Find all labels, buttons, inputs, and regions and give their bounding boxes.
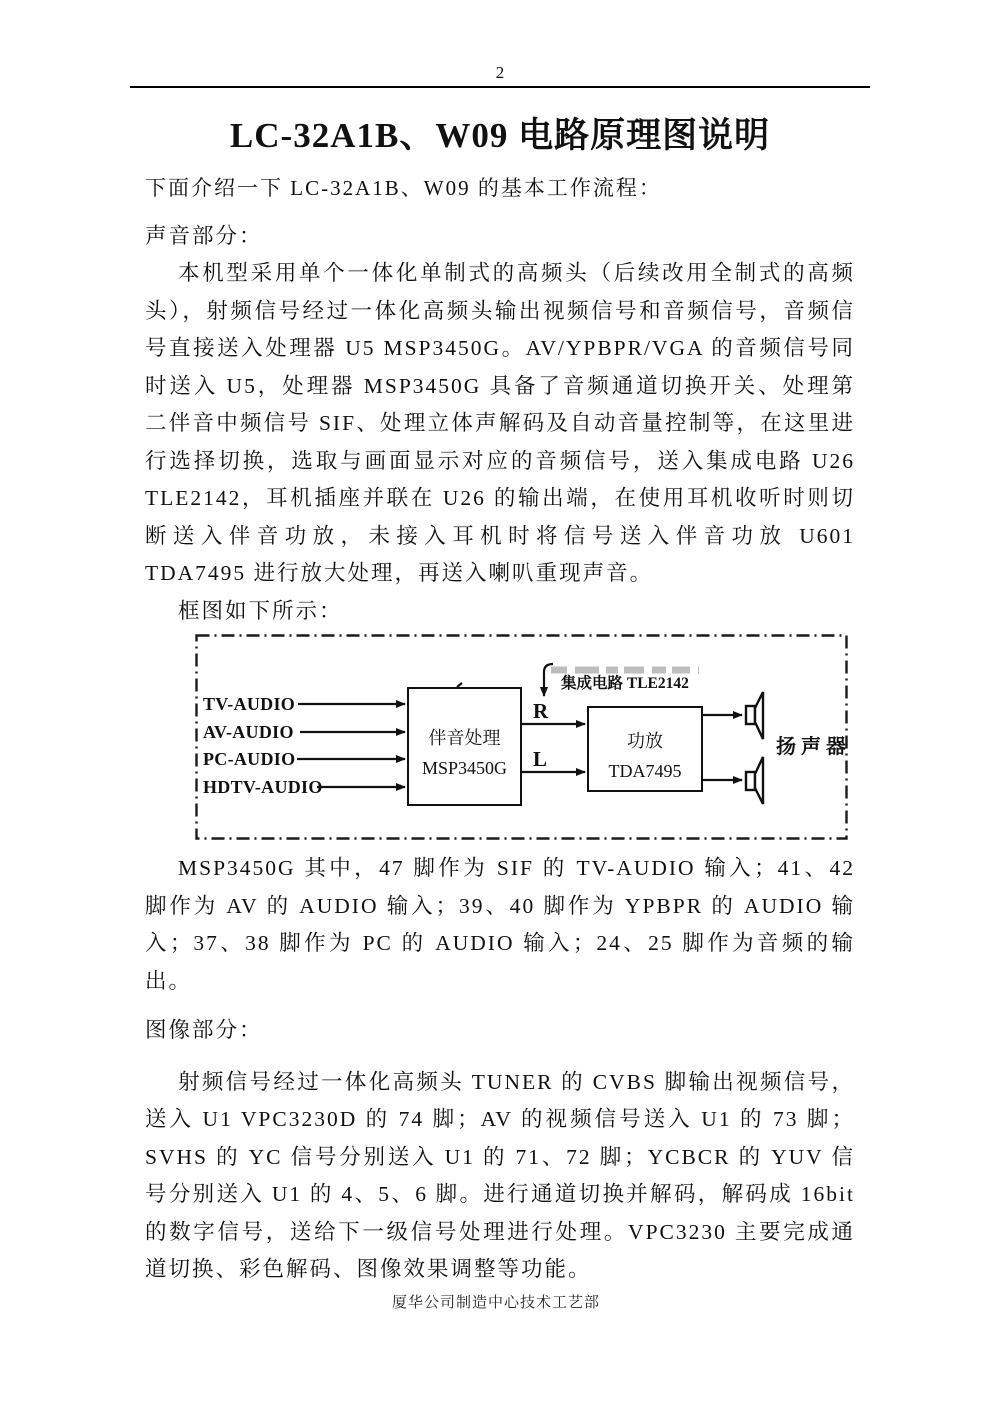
amplifier-role: 功放 xyxy=(627,731,663,751)
page-footer: 厦华公司制造中心技术工艺部 xyxy=(391,1295,600,1311)
channel-arrow-lines xyxy=(522,724,585,772)
audio-block-diagram xyxy=(195,634,851,840)
pins-paragraph: MSP3450G 其中，47 脚作为 SIF 的 TV-AUDIO 输入；41、42 脚作为 AV 的 AUDIO 输入；39、40 脚作为 YPBPR 的 AUDIO 输入；37、38 脚作为 PC 的 AUDIO 输入；24、25 脚作为音频的输出。 xyxy=(145,856,855,993)
left-channel-label: L xyxy=(533,747,548,771)
diagram-caption: 框图如下所示： xyxy=(178,598,343,623)
amplifier-model: TDA7495 xyxy=(608,761,682,781)
speaker-icon-bottom xyxy=(746,757,763,804)
amplifier-block xyxy=(587,706,703,792)
sound-processor-role: 伴音处理 xyxy=(428,728,501,748)
sound-processor-model: MSP3450G xyxy=(421,758,508,778)
audio-section-paragraph: 本机型采用单个一体化单制式的高频头（后续改用全制式的高频头），射频信号经过一体化高频头输出视频信号和音频信号，音频信号直接送入处理器 U5 MSP3450G。AV/YPBPR/VGA 的音频信号同时送入 U5，处理器 MSP3450G 具备了音频通道切换开关、处理第二伴音中频信号 SIF、处理立体声解码及自动音量控制等，在这里进行选择切换，选取与画面显示对应的音频信号，送入集成电路 U26 TLE2142，耳机插座并联在 U26 的输出端，在使用耳机收听时则切断送入伴音功放，未接入耳机时将信号送入伴音功放 U601 TDA7495 进行放大处理，再送入喇叭重现声音。 xyxy=(145,261,855,585)
input-label-av-audio: AV-AUDIO xyxy=(203,722,294,742)
input-label-tv-audio: TV-AUDIO xyxy=(203,694,296,714)
video-section-heading: 图像部分： xyxy=(145,1018,263,1042)
page-title: LC-32A1B、W09 电路原理图说明 xyxy=(229,116,771,155)
tle2142-annotation: 集成电路 TLE2142 xyxy=(561,675,689,692)
input-label-hdtv-audio: HDTV-AUDIO xyxy=(203,777,323,797)
intro-line: 下面介绍一下 LC-32A1B、W09 的基本工作流程： xyxy=(145,176,662,200)
sound-processor-block xyxy=(407,687,522,806)
page-number: 2 xyxy=(495,63,505,82)
input-arrow-lines xyxy=(297,704,405,787)
video-section-paragraph: 射频信号经过一体化高频头 TUNER 的 CVBS 脚输出视频信号，送入 U1 VPC3230D 的 74 脚；AV 的视频信号送入 U1 的 73 脚；SVHS 的 YC 信号分别送入 U1 的 71、72 脚；YCBCR 的 YUV 信号分别送入 U1 的 4、5、6 脚。进行通道切换并解码，解码成 16bit 的数字信号，送给下一级信号处理进行处理。VPC3230 主要完成通道切换、彩色解码、图像效果调整等功能。 xyxy=(145,1069,855,1281)
audio-section-heading: 声音部分： xyxy=(145,223,263,248)
input-label-pc-audio: PC-AUDIO xyxy=(203,749,296,769)
speaker-icon-top xyxy=(746,692,763,739)
speaker-output-lines xyxy=(703,715,742,780)
header-rule xyxy=(130,86,870,88)
speaker-label: 扬声器 xyxy=(776,736,851,758)
right-channel-label: R xyxy=(533,699,549,723)
